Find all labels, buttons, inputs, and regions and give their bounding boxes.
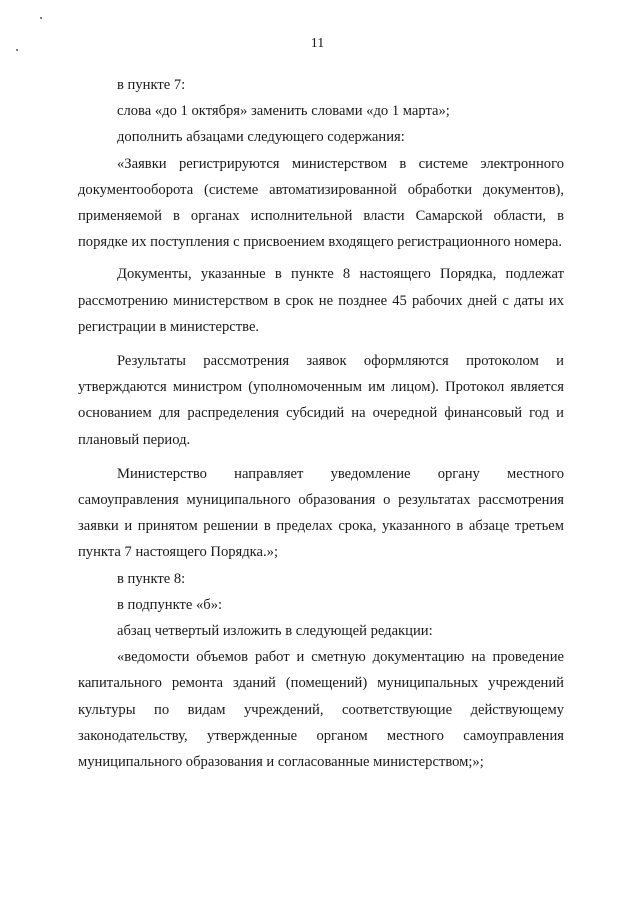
- paragraph-4: «Заявки регистрируются министерством в системе электронного документооборота (системе автоматизированной обработки документов), применяемой в органах исполнительной власти Самарской области, в порядке их поступления с присвоением входящего регистрационного номера.: [78, 155, 564, 251]
- paragraph-9: в подпункте «б»:: [117, 596, 223, 613]
- document-body: [78, 72, 564, 775]
- paragraph-2: слова «до 1 октября» заменить словами «до 1 марта»;: [117, 103, 450, 120]
- paragraph-3: дополнить абзацами следующего содержания:: [117, 129, 405, 146]
- paragraph-1: в пункте 7:: [117, 77, 186, 93]
- page-number: 11: [310, 36, 325, 51]
- scan-speck: [40, 17, 42, 19]
- paragraph-6: Результаты рассмотрения заявок оформляются протоколом и утверждаются министром (уполномоченным им лицом). Протокол является основанием для распределения субсидий на очередной финансовый год и плановый период.: [78, 353, 564, 448]
- paragraph-7: Министерство направляет уведомление органу местного самоуправления муниципального образования о результатах рассмотрения заявки и принятом решении в пределах срока, указанного в абзаце третьем пункта 7 настоящего Порядка.»;: [78, 465, 564, 561]
- paragraph-8: в пункте 8:: [117, 570, 186, 587]
- paragraph-10: абзац четвертый изложить в следующей редакции:: [117, 623, 433, 640]
- paragraph-11: «ведомости объемов работ и сметную документацию на проведение капитального ремонта зданий (помещений) муниципальных учреждений культуры по видам учреждений, соответствующие действующему законодательству, утвержденные органом местного самоуправления муниципального образования и согласованные министерством;»;: [78, 649, 564, 771]
- paragraph-5: Документы, указанные в пункте 8 настоящего Порядка, подлежат рассмотрению министерством в срок не позднее 45 рабочих дней с даты их регистрации в министерстве.: [78, 266, 564, 335]
